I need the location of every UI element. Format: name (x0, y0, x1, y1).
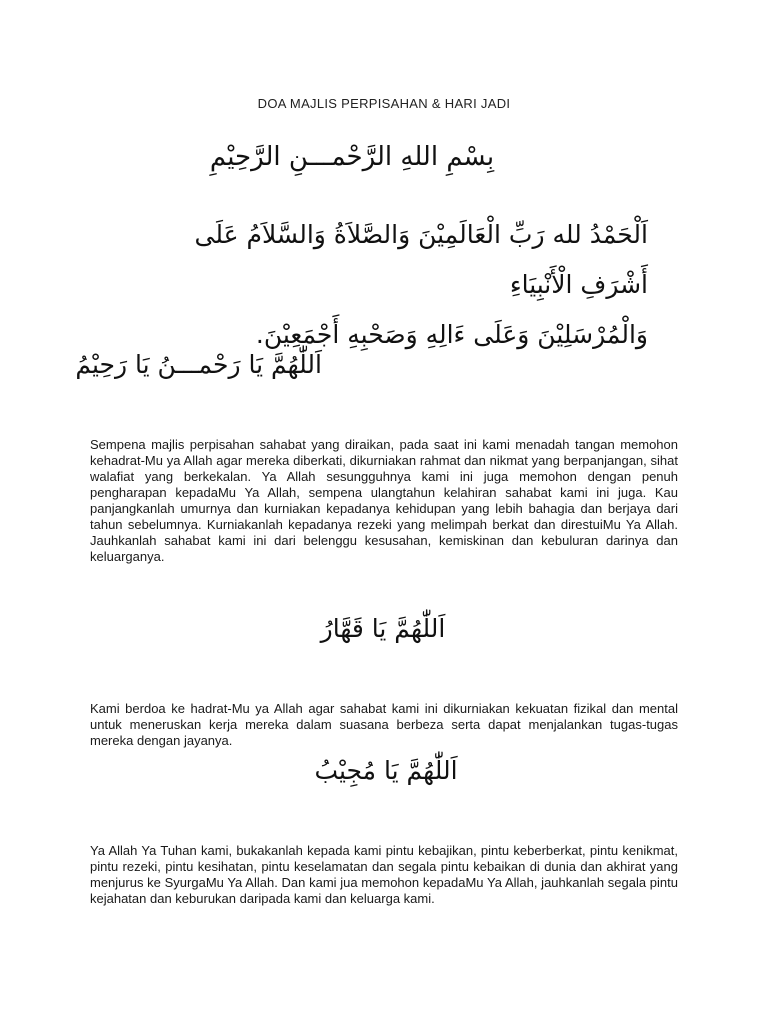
document-title: DOA MAJLIS PERPISAHAN & HARI JADI (257, 96, 511, 111)
prayer-paragraph-2: Kami berdoa ke hadrat-Mu ya Allah agar sahabat kami ini dikurniakan kekuatan fizikal dan mental untuk meneruskan kerja mereka dalam suasana berbeza serta dapat menjalankan tugas-tugas mereka dengan jayanya. (90, 701, 678, 748)
prayer-paragraph-1: Sempena majlis perpisahan sahabat yang diraikan, pada saat ini kami menadah tangan memohon kehadrat-Mu ya Allah agar mereka diberkati, dikurniakan rahmat dan nikmat yang berpanjangan, sihat walafiat yang berkekalan. Ya Allah sesungguhnya kami ini juga memohon dengan penuh pengharapan kepadaMu Ya Allah, sempena ulangtahun kelahiran sahabat kami ini juga. Kau panjangkanlah umurnya dan kurniakan kepadanya kehidupan yang lebih bahagia dan berjaya dari tahun sebelumnya. Kurniakanlah kepadanya rezeki yang melimpah berkat dan direstuiMu Ya Allah. Jauhkanlah sahabat kami ini dari belenggu kesusahan, kemiskinan dan kebuluran darinya dan keluarganya. (90, 437, 678, 564)
invocation-ya-qahhar-arabic: اَللّٰهُمَّ يَا قَهَّارُ (320, 614, 446, 643)
bismillah-arabic: بِسْمِ اللهِ الرَّحْمـــنِ الرَّحِيْمِ (209, 142, 495, 172)
hamdalah-line-1: اَلْحَمْدُ لله رَبِّ الْعَالَمِيْنَ وَالصَّلاَةُ وَالسَّلاَمُ عَلَى أَشْرَفِ الْأَنْبِيَاءِ (194, 220, 648, 299)
invocation-ya-mujib-arabic: اَللّٰهُمَّ يَا مُجِيْبُ (314, 756, 458, 785)
hamdalah-arabic (128, 210, 648, 360)
hamdalah-line-2: وَالْمُرْسَلِيْنَ وَعَلَى ءَالِهِ وَصَحْبِهِ أَجْمَعِيْنَ. (255, 320, 648, 349)
prayer-paragraph-3: Ya Allah Ya Tuhan kami, bukakanlah kepada kami pintu kebajikan, pintu keberberkat, pintu kenikmat, pintu rezeki, pintu kesihatan, pintu keselamatan dan segala pintu kebaikan di dunia dan akhirat yang menjurus ke SyurgaMu Ya Allah. Dan kami jua memohon kepadaMu Ya Allah, jauhkanlah segala pintu kejahatan dan keburukan daripada kami dan keluarga kami. (90, 843, 678, 906)
invocation-ya-rahman-arabic: اَللّٰهُمَّ يَا رَحْمـــنُ يَا رَحِيْمُ (75, 350, 322, 379)
